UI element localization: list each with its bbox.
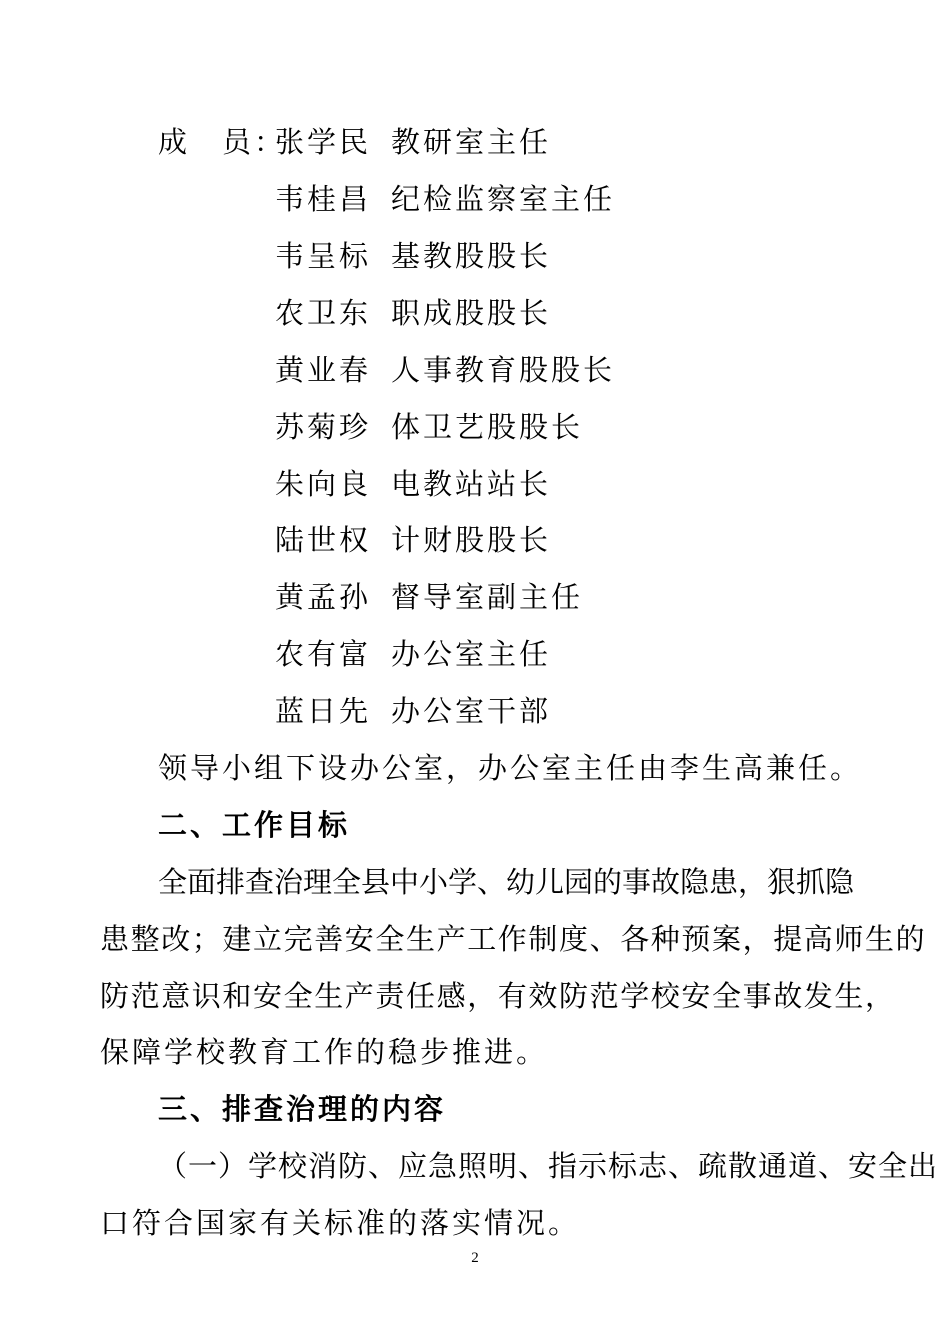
- paragraph-line: 防范意识和安全生产责任感，有效防范学校安全事故发生，: [100, 979, 896, 1013]
- member-name: 蓝日先: [275, 694, 372, 728]
- member-title: 办公室主任: [391, 637, 552, 671]
- member-name: 朱向良: [275, 467, 372, 501]
- member-name: 黄业春: [275, 353, 372, 387]
- section-heading-content: 三、排查治理的内容: [158, 1092, 447, 1126]
- member-title: 职成股股长: [391, 296, 552, 330]
- members-label: 成 员：: [158, 125, 287, 159]
- member-title: 人事教育股股长: [391, 353, 616, 387]
- page-number: 2: [471, 1250, 479, 1266]
- section-heading-goals: 二、工作目标: [158, 808, 351, 842]
- paragraph-line: 口符合国家有关标准的落实情况。: [100, 1206, 581, 1240]
- paragraph-line: 保障学校教育工作的稳步推进。: [100, 1035, 549, 1069]
- member-title: 纪检监察室主任: [391, 182, 616, 216]
- member-name: 苏菊珍: [275, 410, 372, 444]
- member-name: 韦桂昌: [275, 182, 372, 216]
- member-title: 基教股股长: [391, 239, 552, 273]
- paragraph-line: 患整改；建立完善安全生产工作制度、各种预案，提高师生的: [100, 922, 927, 956]
- member-name: 黄孟孙: [275, 580, 372, 614]
- member-title: 办公室干部: [391, 694, 552, 728]
- member-title: 电教站站长: [391, 467, 552, 501]
- member-name: 张学民: [275, 125, 372, 159]
- paragraph-text: 全面排查治理全县中小学、幼儿园的事故隐患，狠抓隐: [158, 865, 855, 899]
- office-note: 领导小组下设办公室，办公室主任由李生高兼任。: [158, 751, 863, 785]
- member-name: 农有富: [275, 637, 372, 671]
- member-title: 计财股股长: [391, 523, 552, 557]
- member-title: 体卫艺股股长: [391, 410, 584, 444]
- member-title: 教研室主任: [391, 125, 552, 159]
- member-name: 韦呈标: [275, 239, 372, 273]
- paragraph-line: （一）学校消防、应急照明、指示标志、疏散通道、安全出: [158, 1149, 939, 1183]
- paragraph-line: [158, 864, 855, 900]
- member-name: 陆世权: [275, 523, 372, 557]
- member-name: 农卫东: [275, 296, 372, 330]
- member-title: 督导室副主任: [391, 580, 584, 614]
